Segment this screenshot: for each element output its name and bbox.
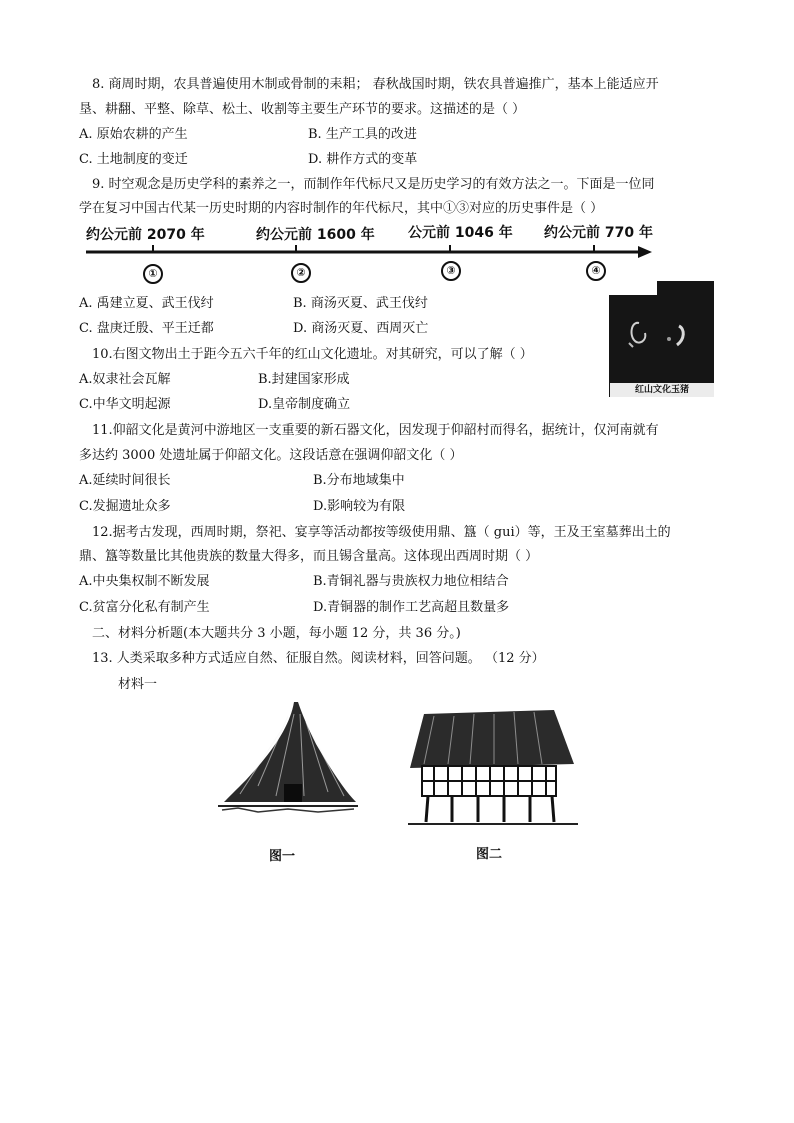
q11-stem-line2: 多达约 3000 处遗址属于仰韶文化。这段话意在强调仰韶文化（ ） xyxy=(79,448,463,463)
q9-option-b: B. 商汤灭夏、武王伐纣 xyxy=(293,296,428,311)
fig1-round-hut-drawing xyxy=(218,696,358,818)
artifact-caption: 红山文化玉猪 xyxy=(610,383,714,397)
timeline-marker-3: ③ xyxy=(441,261,461,281)
section-2-heading: 二、材料分析题(本大题共分 3 小题，每小题 12 分，共 36 分。) xyxy=(92,626,461,641)
q12-stem-line2: 鼎、簋等数量比其他贵族的数量大得多，而且锡含量高。这体现出西周时期（ ） xyxy=(79,549,539,564)
q9-option-d: D. 商汤灭夏、西周灭亡 xyxy=(293,321,429,336)
timeline-label-2: 约公元前 1600 年 xyxy=(256,227,375,243)
q8-option-a: A. 原始农耕的产生 xyxy=(79,127,188,142)
q11-option-c: C.发掘遗址众多 xyxy=(79,499,171,514)
q9-stem-line1: 9. 时空观念是历史学科的素养之一，而制作年代标尺又是历史学习的有效方法之一。下面是一位同 xyxy=(92,177,655,192)
q10-stem: 10.右图文物出土于距今五六千年的红山文化遗址。对其研究，可以了解（ ） xyxy=(92,347,533,362)
q12-option-b: B.青铜礼器与贵族权力地位相结合 xyxy=(313,574,509,589)
timeline-marker-2: ② xyxy=(291,263,311,283)
q10-option-b: B.封建国家形成 xyxy=(258,372,350,387)
q11-option-a: A.延续时间很长 xyxy=(79,473,171,488)
timeline-label-1: 约公元前 2070 年 xyxy=(86,227,205,243)
q11-stem-line1: 11.仰韶文化是黄河中游地区一支重要的新石器文化，因发现于仰韶村而得名，据统计，仅河南就有 xyxy=(92,423,659,438)
q11-option-b: B.分布地域集中 xyxy=(313,473,405,488)
q12-option-d: D.青铜器的制作工艺高超且数量多 xyxy=(313,600,510,615)
q10-option-c: C.中华文明起源 xyxy=(79,397,171,412)
fig1-caption: 图一 xyxy=(269,849,296,864)
q9-option-a: A. 禹建立夏、武王伐纣 xyxy=(79,296,214,311)
q8-option-b: B. 生产工具的改进 xyxy=(308,127,417,142)
q13-stem: 13. 人类采取多种方式适应自然、征服自然。阅读材料，回答问题。 （12 分） xyxy=(92,651,545,666)
q8-stem-line2: 垦、耕翻、平整、除草、松土、收割等主要生产环节的要求。这描述的是（ ） xyxy=(79,102,526,117)
timeline-marker-4: ④ xyxy=(586,261,606,281)
q10-option-d: D.皇帝制度确立 xyxy=(258,397,351,412)
q13-material-label: 材料一 xyxy=(118,677,158,692)
q12-option-c: C.贫富分化私有制产生 xyxy=(79,600,210,615)
fig2-stilt-house-drawing xyxy=(404,704,580,830)
q8-option-d: D. 耕作方式的变革 xyxy=(308,152,418,167)
q12-option-a: A.中央集权制不断发展 xyxy=(79,574,210,589)
timeline-label-4: 约公元前 770 年 xyxy=(544,225,653,241)
q11-option-d: D.影响较为有限 xyxy=(313,499,406,514)
timeline-marker-1: ① xyxy=(143,264,163,284)
q8-option-c: C. 土地制度的变迁 xyxy=(79,152,188,167)
q9-stem-line2: 学在复习中国古代某一历史时期的内容时制作的年代标尺，其中①③对应的历史事件是（ ） xyxy=(79,201,604,216)
hongshan-artifact-photo xyxy=(609,281,714,397)
timeline-label-3: 公元前 1046 年 xyxy=(408,225,513,241)
q8-stem-line1: 8. 商周时期，农具普遍使用木制或骨制的耒耜； 春秋战国时期，铁农具普遍推广，基本上能适应开 xyxy=(92,77,659,92)
q9-option-c: C. 盘庚迁殷、平王迁都 xyxy=(79,321,214,336)
q10-option-a: A.奴隶社会瓦解 xyxy=(79,372,171,387)
fig2-caption: 图二 xyxy=(476,847,503,862)
q12-stem-line1: 12.据考古发现，西周时期，祭祀、宴享等活动都按等级使用鼎、簋（ gui）等，王及王室墓葬出土的 xyxy=(92,525,671,540)
timeline-axis xyxy=(86,243,652,259)
